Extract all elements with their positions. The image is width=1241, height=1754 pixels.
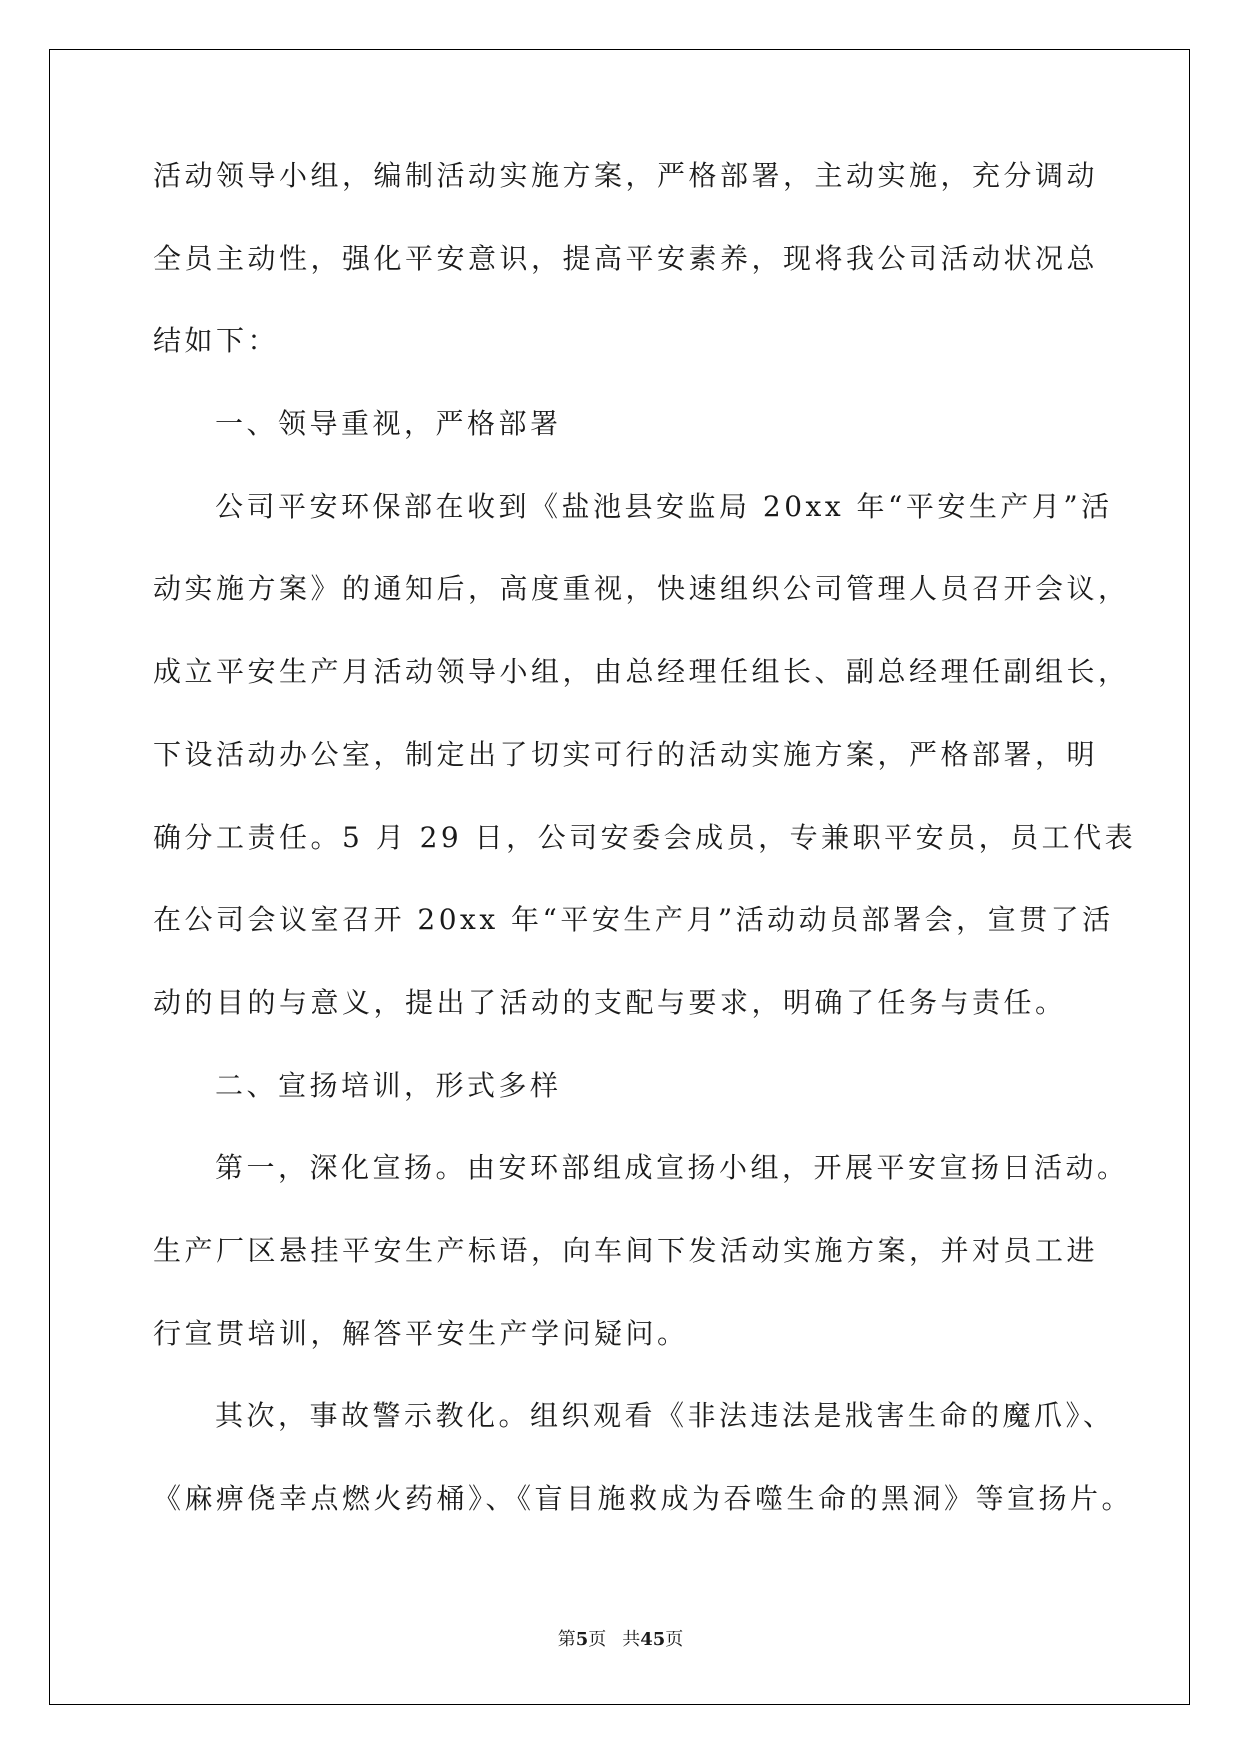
section-heading: 一、领导重视，严格部署 bbox=[215, 407, 562, 441]
text-line: 其次，事故警示教化。组织观看《非法违法是戕害生命的魔爪》、 bbox=[215, 1399, 1115, 1433]
footer-total-suffix: 页 bbox=[665, 1629, 684, 1650]
text-line: 活动领导小组，编制活动实施方案，严格部署，主动实施，充分调动 bbox=[153, 159, 1099, 192]
footer-page-suffix: 页 bbox=[588, 1629, 607, 1650]
text-line: 下设活动办公室，制定出了切实可行的活动实施方案，严格部署，明 bbox=[153, 737, 1099, 771]
text-line: 确分工责任。5 月 29 日，公司安委会成员，专兼职平安员，员工代表 bbox=[153, 820, 1137, 854]
page-number: 5 bbox=[575, 1629, 589, 1650]
total-pages: 45 bbox=[640, 1629, 666, 1650]
section-heading: 二、宣扬培训，形式多样 bbox=[215, 1068, 562, 1102]
page-footer bbox=[0, 1628, 1241, 1652]
text-line: 全员主动性，强化平安意识，提高平安素养，现将我公司活动状况总 bbox=[153, 241, 1099, 275]
text-line: 成立平安生产月活动领导小组，由总经理任组长、副总经理任副组长， bbox=[153, 655, 1130, 689]
text-line: 《麻痹侥幸点燃火药桶》、《盲目施救成为吞噬生命的黑洞》等宣扬片。 bbox=[153, 1482, 1134, 1515]
footer-prefix: 第 bbox=[557, 1629, 576, 1650]
text-line: 行宣贯培训，解答平安生产学问疑问。 bbox=[153, 1316, 689, 1350]
text-line: 第一，深化宣扬。由安环部组成宣扬小组，开展平安宣扬日活动。 bbox=[215, 1151, 1129, 1185]
document-body bbox=[153, 155, 1137, 1561]
text-line: 动的目的与意义，提出了活动的支配与要求，明确了任务与责任。 bbox=[153, 985, 1067, 1019]
text-line: 动实施方案》的通知后，高度重视，快速组织公司管理人员召开会议， bbox=[153, 572, 1130, 606]
footer-total-prefix: 共 bbox=[622, 1629, 641, 1650]
text-line: 生产厂区悬挂平安生产标语，向车间下发活动实施方案，并对员工进 bbox=[153, 1233, 1099, 1267]
text-line: 结如下： bbox=[153, 324, 280, 358]
text-line: 公司平安环保部在收到《盐池县安监局 20xx 年“平安生产月”活 bbox=[215, 489, 1113, 523]
text-line: 在公司会议室召开 20xx 年“平安生产月”活动动员部署会，宣贯了活 bbox=[153, 903, 1114, 937]
